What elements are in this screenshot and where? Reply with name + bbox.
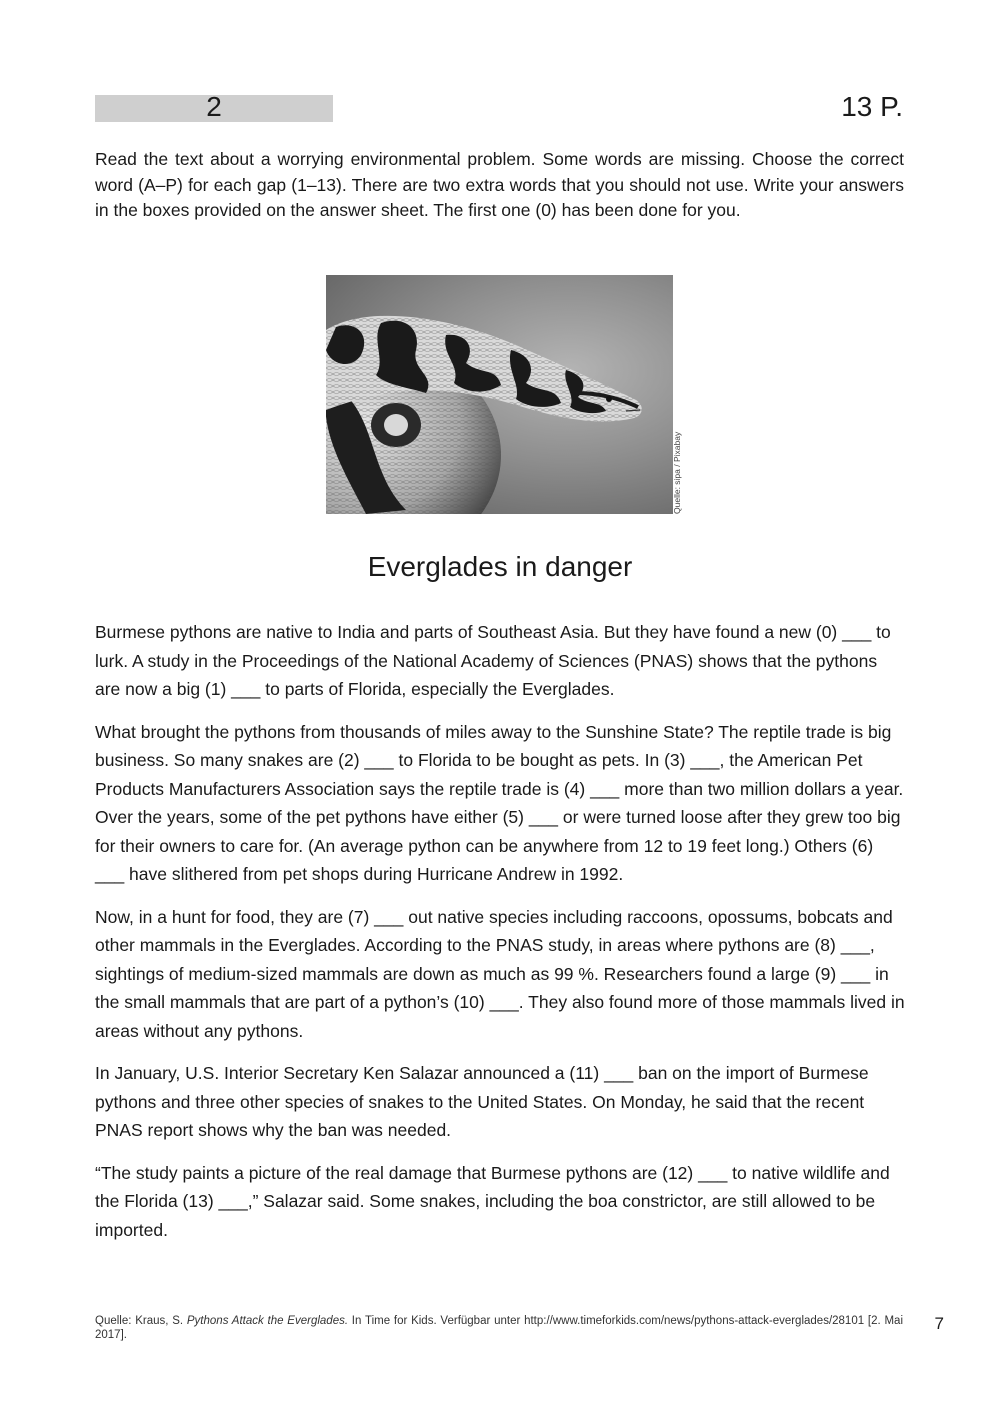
python-snake-photo [326,275,673,514]
article-paragraph: In January, U.S. Interior Secretary Ken Salazar announced a (11) ___ ban on the import of Burmese pythons and three other species of snakes to the United States. On Monday, he said that the recent PNAS report shows why the ban was needed. [95,1063,869,1140]
source-citation [95,1315,903,1342]
article-paragraph: “The study paints a picture of the real damage that Burmese pythons are (12) ___ to native wildlife and the Florida (13) ___,” Salazar said. Some snakes, including the boa constrictor, are still allowed to be imported. [95,1162,890,1240]
article-body [95,618,907,1258]
article-title: Everglades in danger [367,551,633,582]
article-paragraph: What brought the pythons from thousands of miles away to the Sunshine State? The reptile trade is big business. So many snakes are (2) ___ to Florida to be bought as pets. In (3) ___, the American Pet Products Manufacturers Association says the reptile trade is (4) ___ more than two million dollars a year. Over the years, some of the pet pythons have either (5) ___ or were turned loose after they grew too big for their owners to care for. (An average python can be anywhere from 12 to 19 feet long.) Others (6) ___ have slithered from pet shops during Hurricane Andrew in 1992. [95,721,904,884]
source-prefix: Quelle: Kraus, S. [95,1315,187,1327]
task-number: 2 [206,91,222,122]
article-paragraph: Now, in a hunt for food, they are (7) ___ out native species including raccoons, opossums, bobcats and other mammals in the Everglades. According to the PNAS study, in areas where pythons are (8) ___, sightings of medium-sized mammals are down as much as 99 %. Researchers found a large (9) ___ in the small mammals that are part of a python’s (10) ___. They also found more of those mammals lived in areas without any pythons. [95,906,905,1041]
source-suffix: In Time for Kids. Verfügbar unter http://www.timeforkids.com/news/pythons-attack-everglades/28101 [2. Mai 2017]. [95,1315,903,1341]
photo-credit: Quelle: sipa / Pixabay [672,431,682,514]
article-paragraph: Burmese pythons are native to India and parts of Southeast Asia. But they have found a new (0) ___ to lurk. A study in the Proceedings of the National Academy of Sciences (PNAS) shows that the pythons are now a big (1) ___ to parts of Florida, especially the Everglades. [95,622,891,699]
points-label: 13 P. [841,91,903,122]
source-title: Pythons Attack the Everglades. [186,1315,349,1327]
instructions-text: Read the text about a worrying environmental problem. Some words are missing. Choose the correct word (A–P) for each gap (1–13). There are two extra words that you should not use. Write your answers in the boxes provided on the answer sheet. The first one (0) has been done for you. [95,149,904,220]
task-number-bar [95,91,333,122]
page-number: 7 [934,1314,944,1333]
